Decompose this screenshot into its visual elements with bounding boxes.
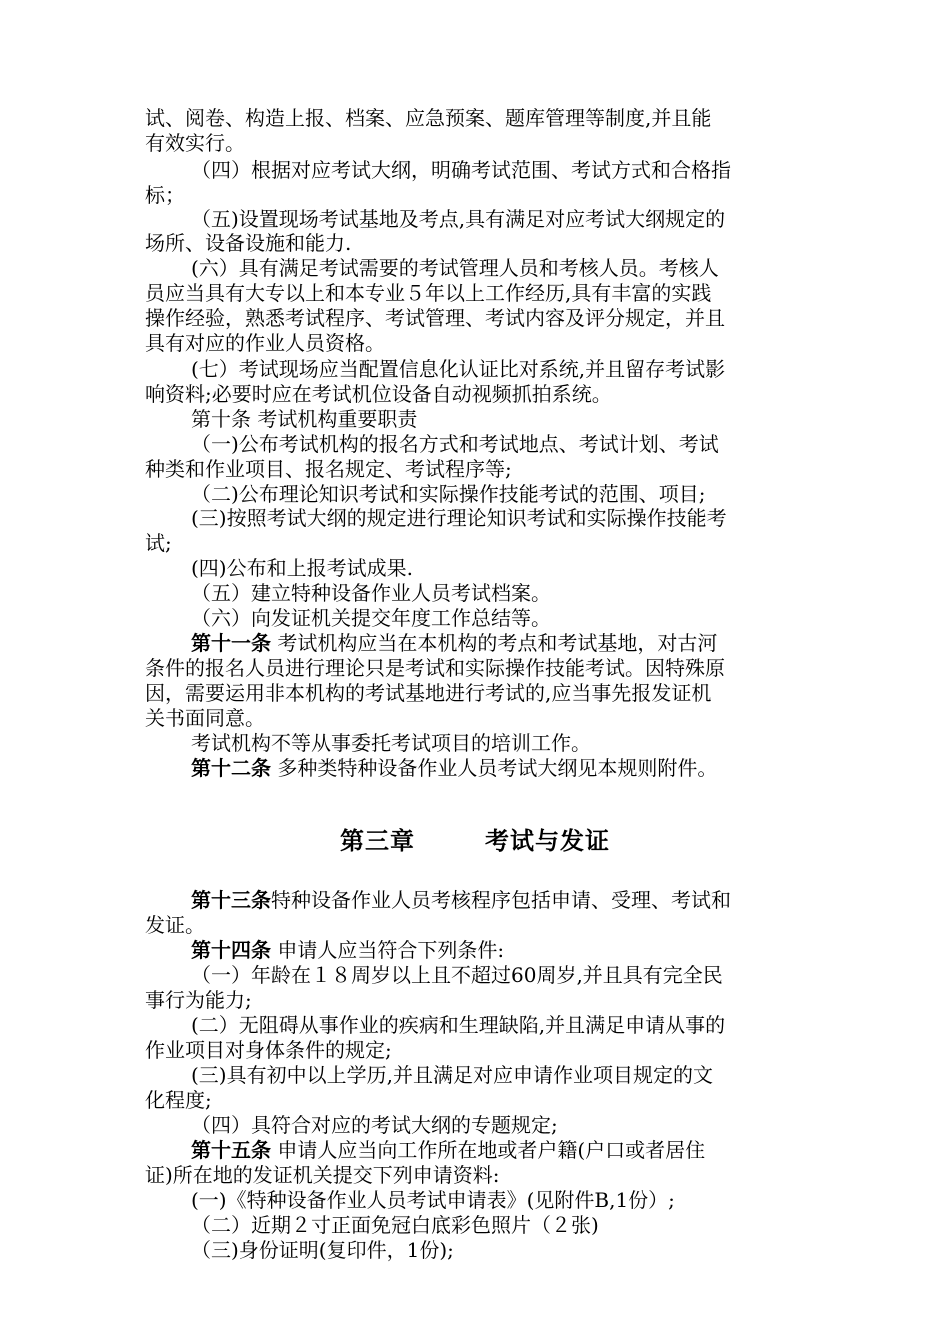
- line-text: 作业项目对身体条件的规定;: [145, 1038, 392, 1062]
- line-text: （四）具符合对应的考试大纲的专题规定;: [191, 1113, 558, 1137]
- line-text: (一)《特种设备作业人员考试申请表》(见附件B,1份）;: [191, 1188, 675, 1212]
- line-text: （五)设置现场考试基地及考点,具有满足对应考试大纲规定的: [191, 207, 726, 231]
- text-line: [145, 158, 807, 182]
- text-line: [145, 131, 807, 155]
- text-line: [145, 963, 807, 987]
- line-text: 员应当具有大专以上和本专业５年以上工作经历,具有丰富的实践: [145, 281, 712, 305]
- line-text: （六）向发证机关提交年度工作总结等。: [191, 606, 551, 630]
- line-text: 试;: [145, 531, 172, 555]
- line-text: （二)公布理论知识考试和实际操作技能考试的范围、项目;: [191, 482, 706, 506]
- line-text: 多种类特种设备作业人员考试大纲见本规则附件。: [271, 756, 718, 780]
- line-text: 有效实行。: [145, 131, 245, 155]
- text-line: [145, 281, 807, 305]
- line-text: 关书面同意。: [145, 706, 265, 730]
- text-line: [145, 1238, 807, 1262]
- text-line: [145, 1063, 807, 1087]
- line-text: 特种设备作业人员考核程序包括申请、受理、考试和: [271, 888, 731, 912]
- line-text: 场所、设备设施和能力.: [145, 231, 352, 255]
- text-line: [145, 581, 807, 605]
- line-text: （三)身份证明(复印件，1份);: [191, 1238, 454, 1262]
- text-line: [145, 938, 807, 962]
- line-text: 标；: [145, 183, 185, 207]
- text-line: [145, 1138, 807, 1162]
- text-line: [145, 407, 807, 431]
- text-line: [145, 656, 807, 680]
- line-text: (三)按照考试大纲的规定进行理论知识考试和实际操作技能考: [191, 506, 727, 530]
- line-text: （一)公布考试机构的报名方式和考试地点、考试计划、考试: [191, 432, 719, 456]
- line-text: 发证。: [145, 913, 205, 937]
- line-text: (四)公布和上报考试成果.: [191, 556, 413, 580]
- text-line: [145, 606, 807, 630]
- line-text: 化程度;: [145, 1088, 212, 1112]
- line-text: 考试机构不等从事委托考试项目的培训工作。: [191, 731, 591, 755]
- text-line: [145, 1113, 807, 1137]
- line-text: 事行为能力;: [145, 988, 252, 1012]
- line-text: (七）考试现场应当配置信息化认证比对系统,并且留存考试影: [191, 357, 726, 381]
- line-text: (六）具有满足考试需要的考试管理人员和考核人员。考核人: [191, 256, 719, 280]
- text-line: [145, 1088, 807, 1112]
- text-line: [145, 531, 807, 555]
- text-line: [145, 231, 807, 255]
- text-line: [145, 631, 807, 655]
- line-text: （一）年龄在１８周岁以上且不超过60周岁,并且具有完全民: [191, 963, 723, 987]
- text-line: [145, 888, 807, 912]
- line-text: 具有对应的作业人员资格。: [145, 331, 385, 355]
- line-text: 条件的报名人员进行理论只是考试和实际操作技能考试。因特殊原: [145, 656, 725, 680]
- line-text: (二）无阻碍从事作业的疾病和生理缺陷,并且满足申请从事的: [191, 1013, 726, 1037]
- text-line: [145, 1188, 807, 1212]
- line-text: 试、阅卷、构造上报、档案、应急预案、题库管理等制度,并且能: [145, 106, 712, 130]
- text-line: [145, 988, 807, 1012]
- text-line: [145, 432, 807, 456]
- text-line: [145, 306, 807, 330]
- line-text: （四）根据对应考试大纲，明确考试范围、考试方式和合格指: [191, 158, 731, 182]
- chapter-title: 考试与发证: [485, 827, 610, 855]
- line-text: 证)所在地的发证机关提交下列申请资料:: [145, 1163, 500, 1187]
- text-line: [145, 681, 807, 705]
- line-text: 操作经验，熟悉考试程序、考试管理、考试内容及评分规定，并且: [145, 306, 725, 330]
- text-line: [145, 382, 807, 406]
- text-line: [145, 357, 807, 381]
- chapter-heading: [0, 821, 950, 856]
- article-label: 第十四条: [191, 938, 271, 962]
- article-label: 第十二条: [191, 756, 271, 780]
- text-line: [145, 1038, 807, 1062]
- text-line: [145, 913, 807, 937]
- text-line: [145, 731, 807, 755]
- line-text: 因，需要运用非本机构的考试基地进行考试的,应当事先报发证机: [145, 681, 712, 705]
- line-text: （五）建立特种设备作业人员考试档案。: [191, 581, 551, 605]
- line-text: 第十条 考试机构重要职责: [191, 407, 418, 431]
- article-label: 第十三条: [191, 888, 271, 912]
- text-line: [145, 506, 807, 530]
- chapter-number: 第三章: [340, 827, 415, 855]
- text-line: [145, 706, 807, 730]
- line-text: 申请人应当符合下列条件:: [271, 938, 505, 962]
- text-line: [145, 183, 807, 207]
- line-text: 种类和作业项目、报名规定、考试程序等;: [145, 457, 512, 481]
- text-line: [145, 106, 807, 130]
- text-line: [145, 1213, 807, 1237]
- line-text: （二）近期２寸正面免冠白底彩色照片（２张): [191, 1213, 599, 1237]
- text-line: [145, 756, 807, 780]
- line-text: 响资料;必要时应在考试机位设备自动视频抓拍系统。: [145, 382, 612, 406]
- text-line: [145, 1163, 807, 1187]
- text-line: [145, 482, 807, 506]
- line-text: (三)具有初中以上学历,并且满足对应申请作业项目规定的文: [191, 1063, 713, 1087]
- text-line: [145, 1013, 807, 1037]
- article-label: 第十一条: [191, 631, 271, 655]
- text-line: [145, 556, 807, 580]
- text-line: [145, 457, 807, 481]
- line-text: 申请人应当向工作所在地或者户籍(户口或者居住: [271, 1138, 706, 1162]
- text-line: [145, 207, 807, 231]
- text-line: [145, 331, 807, 355]
- text-line: [145, 256, 807, 280]
- line-text: 考试机构应当在本机构的考点和考试基地，对古河: [271, 631, 718, 655]
- article-label: 第十五条: [191, 1138, 271, 1162]
